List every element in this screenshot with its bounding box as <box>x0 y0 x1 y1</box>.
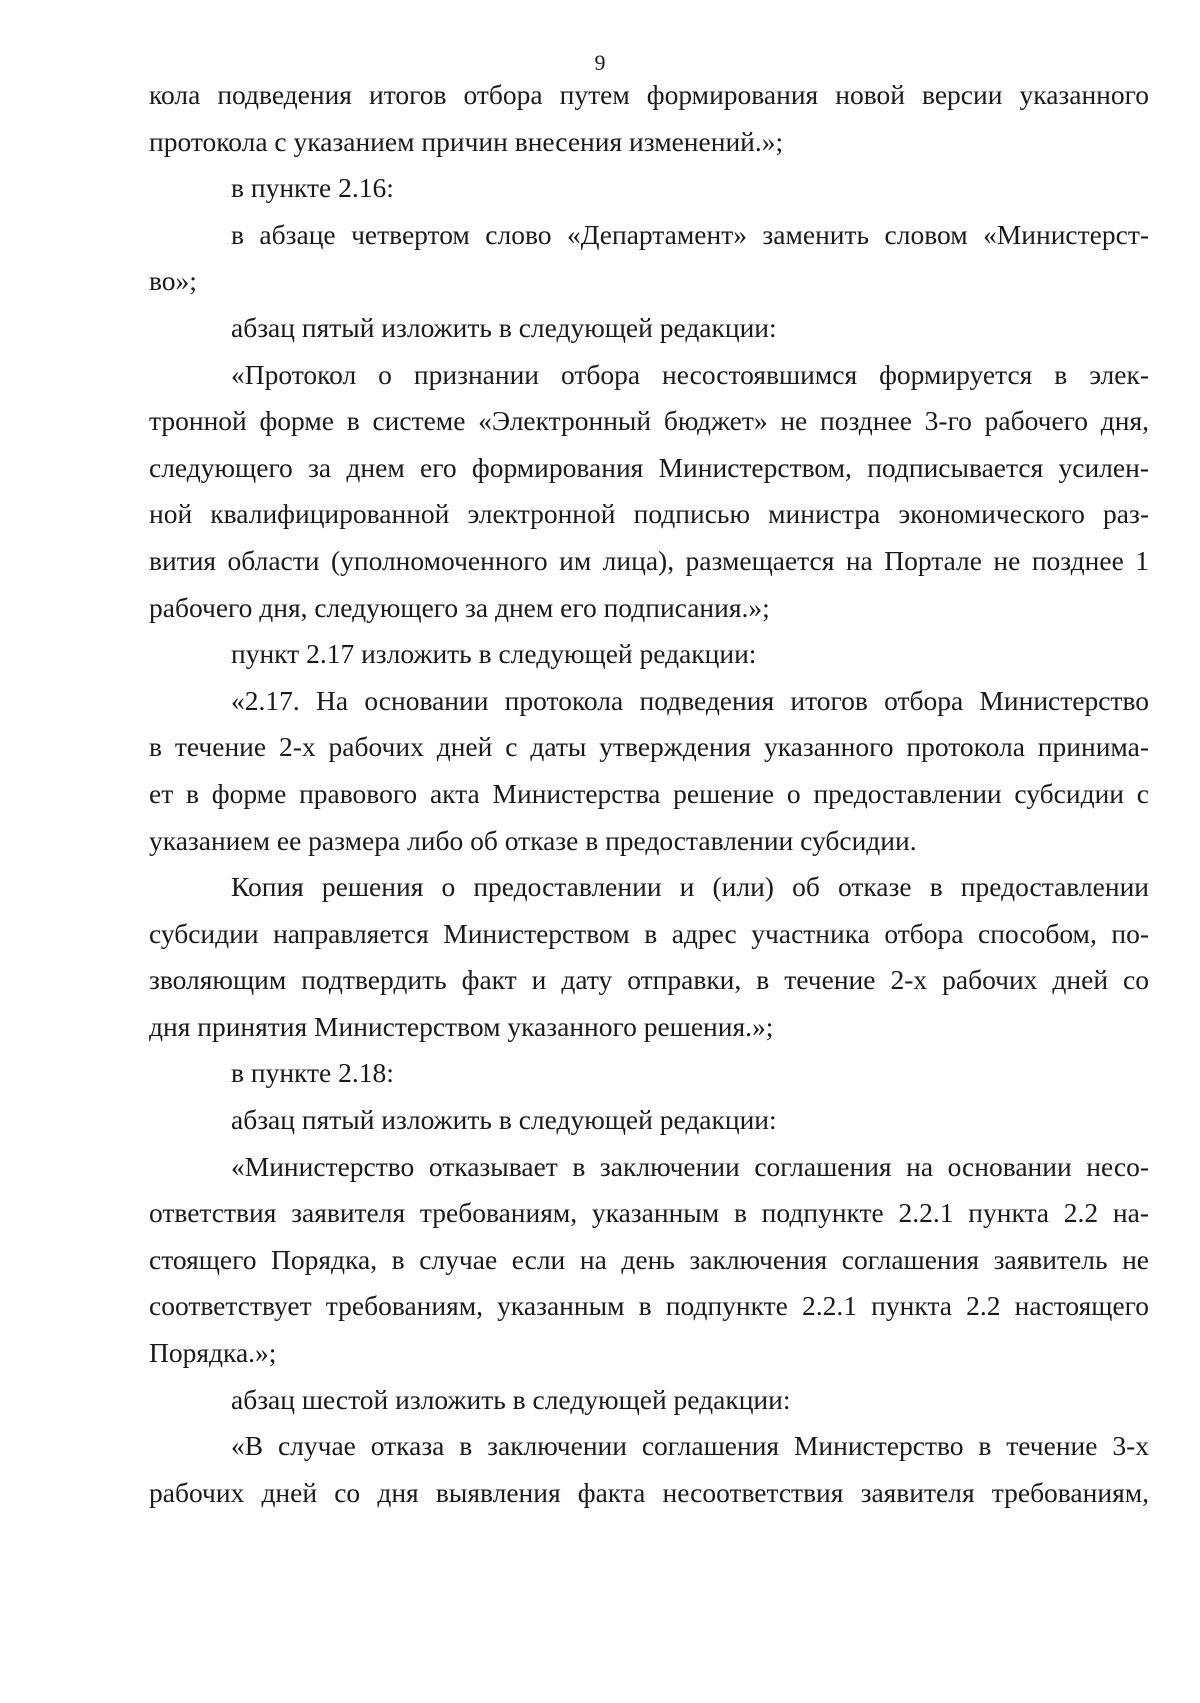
text-line: абзац пятый изложить в следующей редакции: <box>231 1104 777 1136</box>
text-line: ной квалифицированной электронной подписью министра экономического раз- <box>149 498 1149 530</box>
text-line: в пункте 2.18: <box>231 1057 394 1089</box>
text-line: соответствует требованиям, указанным в подпункте 2.2.1 пункта 2.2 настоящего <box>149 1290 1149 1322</box>
text-line: «Протокол о признании отбора несостоявшимся формируется в элек- <box>231 358 1149 390</box>
text-line: дня принятия Министерством указанного решения.»; <box>149 1010 774 1042</box>
text-line: следующего за днем его формирования Министерством, подписывается усилен- <box>149 451 1149 483</box>
text-line: во»; <box>149 265 197 297</box>
page-number: 9 <box>594 50 606 75</box>
text-line: протокола с указанием причин внесения изменений.»; <box>149 125 784 157</box>
text-line: кола подведения итогов отбора путем формирования новой версии указанного <box>149 79 1149 110</box>
text-line: зволяющим подтвердить факт и дату отправки, в течение 2-х рабочих дней со <box>149 964 1149 996</box>
text-line: «В случае отказа в заключении соглашения Министерство в течение 3-х <box>231 1430 1149 1462</box>
text-line: в течение 2-х рабочих дней с даты утверждения указанного протокола принима- <box>149 731 1149 763</box>
text-line: субсидии направляется Министерством в адрес участника отбора способом, по- <box>149 917 1149 949</box>
text-line: Копия решения о предоставлении и (или) об отказе в предоставлении <box>231 871 1149 903</box>
text-line: в абзаце четвертом слово «Департамент» заменить словом «Министерст- <box>231 218 1149 250</box>
text-line: Порядка.»; <box>149 1337 277 1369</box>
text-line: в пункте 2.16: <box>231 172 394 204</box>
text-line: ет в форме правового акта Министерства решение о предоставлении субсидии с <box>149 777 1149 809</box>
text-line: стоящего Порядка, в случае если на день заключения соглашения заявитель не <box>149 1243 1149 1275</box>
text-line: абзац шестой изложить в следующей редакции: <box>231 1383 791 1415</box>
text-line: ответствия заявителя требованиям, указанным в подпункте 2.2.1 пункта 2.2 на- <box>149 1197 1149 1229</box>
text-line: пункт 2.17 изложить в следующей редакции: <box>231 638 757 670</box>
text-line: вития области (уполномоченного им лица), размещается на Портале не позднее 1 <box>149 544 1149 576</box>
document-body <box>149 72 1149 1516</box>
text-line: «2.17. На основании протокола подведения итогов отбора Министерство <box>231 684 1149 716</box>
text-line: рабочих дней со дня выявления факта несоответствия заявителя требованиям, <box>149 1476 1149 1508</box>
text-line: «Министерство отказывает в заключении соглашения на основании несо- <box>231 1150 1149 1182</box>
text-line: тронной форме в системе «Электронный бюджет» не позднее 3-го рабочего дня, <box>149 405 1149 437</box>
text-line: рабочего дня, следующего за днем его подписания.»; <box>149 591 770 623</box>
text-line: указанием ее размера либо об отказе в предоставлении субсидии. <box>149 824 917 856</box>
text-line: абзац пятый изложить в следующей редакции: <box>231 311 777 343</box>
